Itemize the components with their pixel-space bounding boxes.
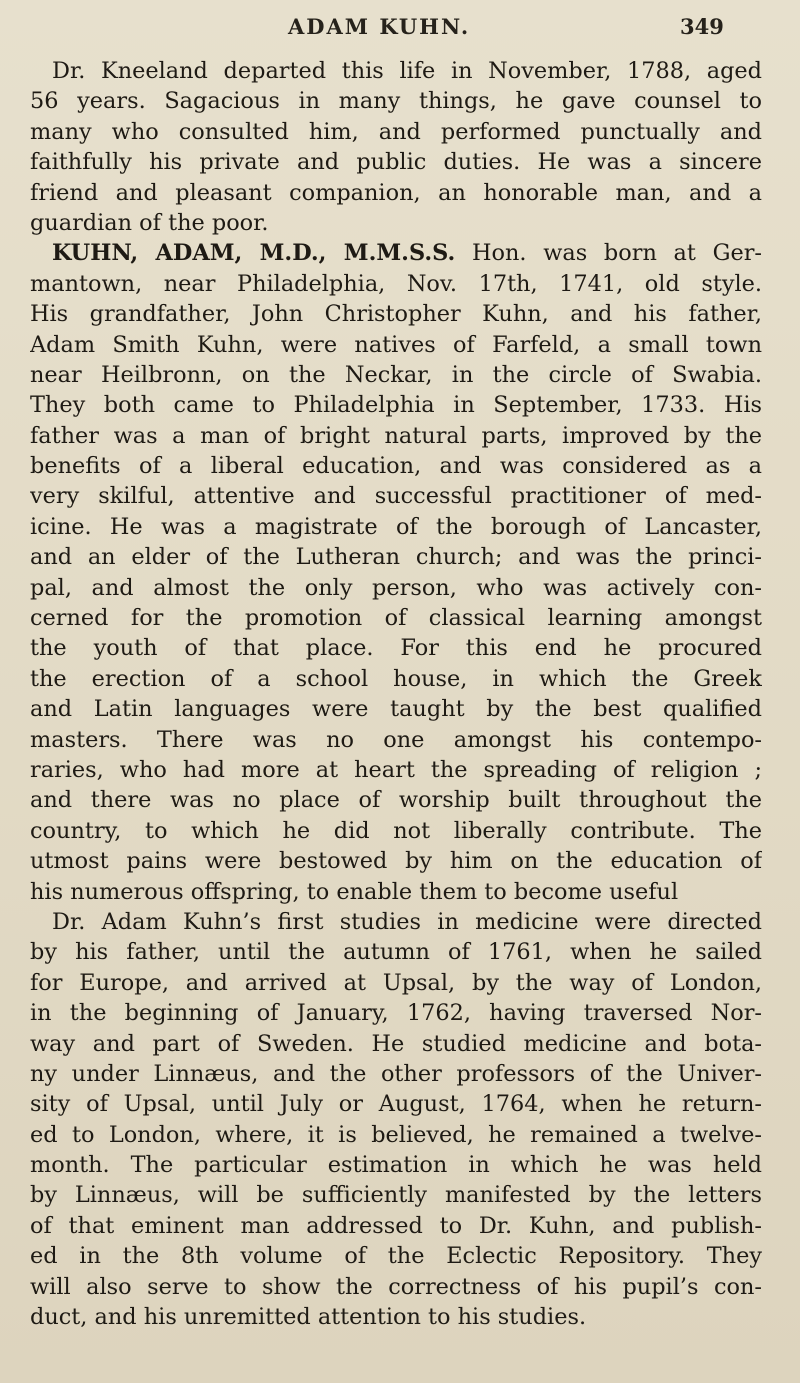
text-line: guardian of the poor. [30, 209, 269, 236]
text-line: the erection of a school house, in which the Greek [30, 665, 762, 692]
text-line: country, to which he did not liberally contribute. The [30, 817, 762, 844]
text-line: way and part of Sweden. He studied medicine and bota- [30, 1030, 762, 1057]
text-line: and an elder of the Lutheran church; and was the princi- [30, 544, 762, 571]
text-line: Dr. Adam Kuhn’s first studies in medicine were directed [52, 908, 762, 935]
text-line: They both came to Philadelphia in September, 1733. His [30, 392, 762, 419]
running-title: ADAM KUHN. [288, 14, 471, 39]
entry-heading: KUHN, ADAM, M.D., M.M.S.S. [52, 240, 456, 267]
text-line: raries, who had more at heart the spreading of religion ; [30, 756, 762, 783]
text-line: for Europe, and arrived at Upsal, by the way of London, [30, 969, 762, 996]
text-line: benefits of a liberal education, and was considered as a [30, 453, 762, 480]
entry-first-line [30, 238, 762, 268]
text-line: 56 years. Sagacious in many things, he gave counsel to [30, 88, 762, 115]
text-line: mantown, near Philadelphia, Nov. 17th, 1741, old style. [30, 270, 762, 297]
text-line: will also serve to show the correctness of his pupil’s con- [30, 1273, 762, 1300]
text-line: masters. There was no one amongst his contempo- [30, 726, 762, 753]
text-line: and there was no place of worship built throughout the [30, 787, 762, 814]
text-line: Dr. Kneeland departed this life in November, 1788, aged [52, 58, 762, 84]
text-line: utmost pains were bestowed by him on the education of [30, 848, 762, 875]
text-line: Adam Smith Kuhn, were natives of Farfeld, a small town [30, 331, 762, 358]
text-line: His grandfather, John Christopher Kuhn, and his father, [30, 301, 762, 328]
text-line: month. The particular estimation in which he was held [30, 1152, 762, 1179]
text-line: cerned for the promotion of classical learning amongst [30, 605, 762, 632]
text-line: of that eminent man addressed to Dr. Kuhn, and publish- [30, 1212, 762, 1239]
text-line: ny under Linnæus, and the other professors of the Univer- [30, 1060, 762, 1087]
running-head [0, 14, 800, 46]
text-line: pal, and almost the only person, who was actively con- [30, 574, 762, 601]
text-line: father was a man of bright natural parts, improved by the [30, 422, 762, 449]
entry-heading-rest: Hon. was born at Ger- [472, 240, 762, 267]
text-line: and Latin languages were taught by the best qualified [30, 696, 762, 723]
text-line: sity of Upsal, until July or August, 1764, when he return- [30, 1091, 762, 1118]
text-line: his numerous offspring, to enable them to become useful [30, 878, 679, 905]
text-line: in the beginning of January, 1762, having traversed Nor- [30, 1000, 762, 1027]
text-line: ed in the 8th volume of the Eclectic Repository. They [30, 1243, 762, 1270]
text-line: faithfully his private and public duties. He was a sincere [30, 149, 762, 176]
text-line: near Heilbronn, on the Neckar, in the circle of Swabia. [30, 361, 762, 388]
text-line: duct, and his unremitted attention to his studies. [30, 1304, 587, 1331]
page-number: 349 [680, 14, 724, 39]
text-line: icine. He was a magistrate of the borough of Lancaster, [30, 513, 762, 540]
text-line: friend and pleasant companion, an honorable man, and a [30, 179, 762, 206]
text-line: many who consulted him, and performed punctually and [30, 118, 762, 145]
text-line: by his father, until the autumn of 1761, when he sailed [30, 939, 762, 966]
body-text [30, 56, 762, 1332]
text-line: the youth of that place. For this end he procured [30, 635, 762, 662]
text-line: by Linnæus, will be sufficiently manifested by the letters [30, 1182, 762, 1209]
text-line: very skilful, attentive and successful practitioner of med- [30, 483, 762, 510]
text-line: ed to London, where, it is believed, he remained a twelve- [30, 1121, 762, 1148]
